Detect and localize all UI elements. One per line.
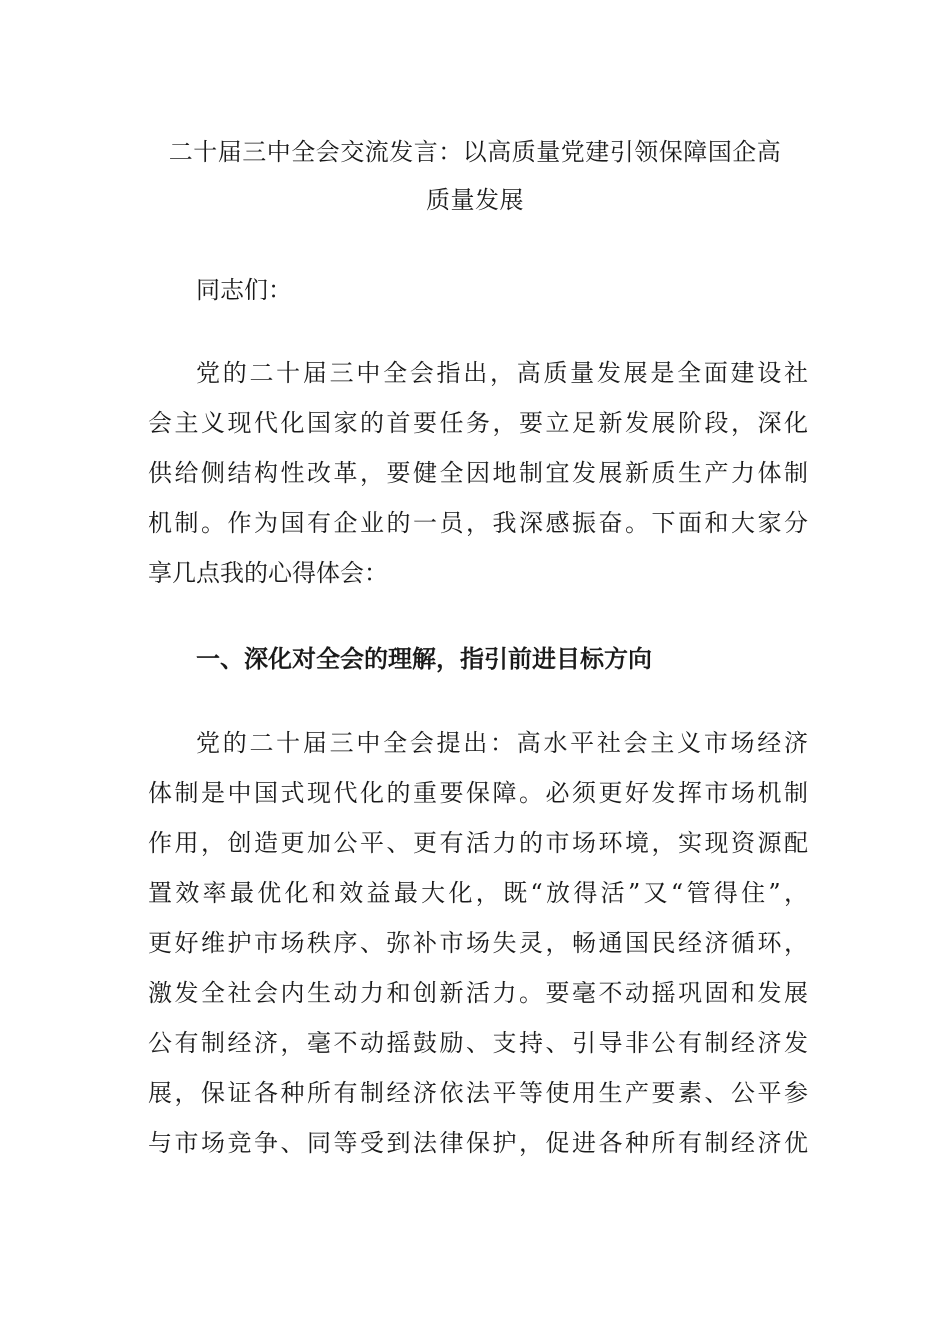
title-line-1: 二十届三中全会交流发言：以高质量党建引领保障国企高 bbox=[168, 138, 782, 166]
paragraph-1-line: 会主义现代化国家的首要任务，要立足新发展阶段，深化 bbox=[148, 409, 808, 437]
paragraph-1 bbox=[148, 348, 808, 598]
document-title bbox=[140, 128, 810, 224]
paragraph-2-line: 更好维护市场秩序、弥补市场失灵，畅通国民经济循环， bbox=[148, 929, 808, 957]
paragraph-1-line: 享几点我的心得体会： bbox=[148, 559, 388, 587]
paragraph-2-line: 展，保证各种所有制经济依法平等使用生产要素、公平参 bbox=[148, 1079, 808, 1107]
paragraph-2-line: 公有制经济，毫不动摇鼓励、支持、引导非公有制经济发 bbox=[148, 1029, 808, 1057]
paragraph-2-line: 作用，创造更加公平、更有活力的市场环境，实现资源配 bbox=[148, 829, 808, 857]
paragraph-2-line: 体制是中国式现代化的重要保障。必须更好发挥市场机制 bbox=[148, 779, 808, 807]
paragraph-1-line: 机制。作为国有企业的一员，我深感振奋。下面和大家分 bbox=[148, 509, 808, 537]
paragraph-2-line: 党的二十届三中全会提出：高水平社会主义市场经济 bbox=[196, 729, 808, 757]
paragraph-2-line: 激发全社会内生动力和创新活力。要毫不动摇巩固和发展 bbox=[148, 979, 808, 1007]
title-line-2: 质量发展 bbox=[426, 186, 524, 214]
paragraph-1-line: 供给侧结构性改革，要健全因地制宜发展新质生产力体制 bbox=[148, 459, 808, 487]
paragraph-2-line: 置效率最优化和效益最大化，既“放得活”又“管得住”， bbox=[148, 879, 808, 907]
paragraph-2 bbox=[148, 718, 808, 1168]
section-1-heading: 一、深化对全会的理解，指引前进目标方向 bbox=[196, 645, 652, 673]
paragraph-2-line: 与市场竞争、同等受到法律保护，促进各种所有制经济优 bbox=[148, 1129, 808, 1157]
paragraph-1-line: 党的二十届三中全会指出，高质量发展是全面建设社 bbox=[196, 359, 808, 387]
greeting: 同志们： bbox=[196, 276, 292, 304]
